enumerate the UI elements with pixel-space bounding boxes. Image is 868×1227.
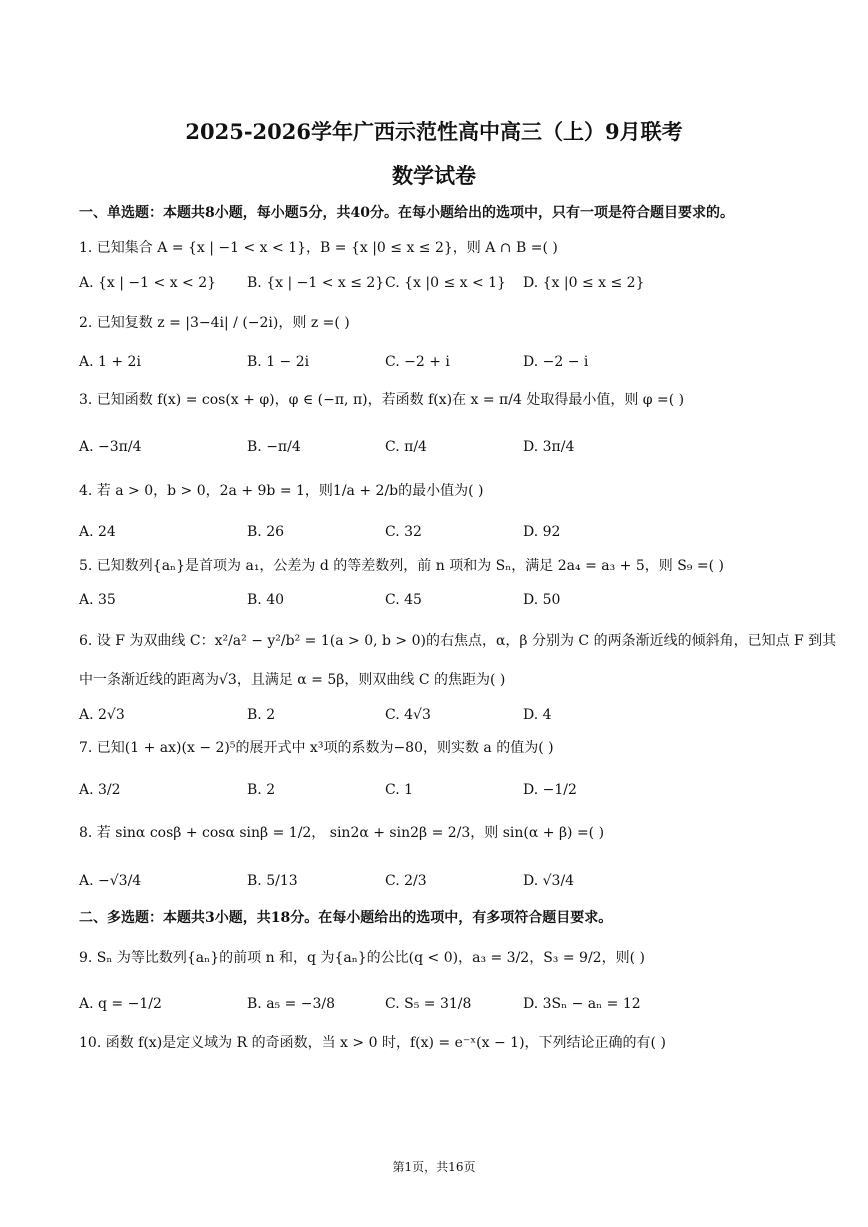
question-5-option-a: A. 35 xyxy=(79,592,116,608)
question-6-option-d: D. 4 xyxy=(523,707,552,723)
question-5-option-d: D. 50 xyxy=(523,592,561,608)
question-5-option-c: C. 45 xyxy=(385,592,422,608)
question-6-option-c: C. 4√3 xyxy=(385,707,431,723)
question-3-option-d: D. 3π/4 xyxy=(523,439,575,455)
page-title: 2025-2026学年广西示范性高中高三（上）9月联考 xyxy=(185,119,683,144)
question-8-option-d: D. √3/4 xyxy=(523,873,575,889)
question-3-option-c: C. π/4 xyxy=(385,439,427,455)
question-2-option-a: A. 1 + 2i xyxy=(79,354,141,370)
section-heading-multi: 二、多选题：本题共3小题，共18分。在每小题给出的选项中，有多项符合题目要求。 xyxy=(79,910,613,926)
question-5-option-b: B. 40 xyxy=(247,592,285,608)
question-4-option-a: A. 24 xyxy=(79,524,116,540)
question-9-option-c: C. S₅ = 31/8 xyxy=(385,996,472,1012)
question-8-option-a: A. −√3/4 xyxy=(79,873,142,889)
question-4-stem: 4. 若 a > 0，b > 0，2a + 9b = 1，则1/a + 2/b的最小值为( ) xyxy=(79,483,484,499)
question-8-option-b: B. 5/13 xyxy=(247,873,298,889)
question-7-option-a: A. 3/2 xyxy=(79,782,121,798)
question-2-option-b: B. 1 − 2i xyxy=(247,354,310,370)
question-9-option-a: A. q = −1/2 xyxy=(79,996,162,1012)
question-4-option-c: C. 32 xyxy=(385,524,422,540)
question-9-stem: 9. Sₙ 为等比数列{aₙ}的前项 n 和，q 为{aₙ}的公比(q < 0)，a₃ = 3/2，S₃ = 9/2，则( ) xyxy=(79,950,645,966)
question-3-option-b: B. −π/4 xyxy=(247,439,301,455)
question-7-option-b: B. 2 xyxy=(247,782,276,798)
question-7-stem: 7. 已知(1 + ax)(x − 2)⁵的展开式中 x³项的系数为−80，则实数 a 的值为( ) xyxy=(79,740,554,756)
question-9-option-d: D. 3Sₙ − aₙ = 12 xyxy=(523,996,641,1012)
question-4-option-b: B. 26 xyxy=(247,524,285,540)
question-1-option-d: D. {x |0 ≤ x ≤ 2} xyxy=(523,275,645,291)
question-6-option-b: B. 2 xyxy=(247,707,276,723)
question-2-option-d: D. −2 − i xyxy=(523,354,589,370)
question-7-option-d: D. −1/2 xyxy=(523,782,577,798)
question-1-option-c: C. {x |0 ≤ x < 1} xyxy=(385,275,506,291)
question-8-option-c: C. 2/3 xyxy=(385,873,427,889)
question-2-stem: 2. 已知复数 z = |3−4i| / (−2i)，则 z =( ) xyxy=(79,315,350,331)
question-6-option-a: A. 2√3 xyxy=(79,707,125,723)
question-10-stem: 10. 函数 f(x)是定义域为 R 的奇函数，当 x > 0 时，f(x) = e⁻ˣ(x − 1)，下列结论正确的有( ) xyxy=(79,1035,666,1051)
question-6-stem-line-1: 6. 设 F 为双曲线 C：x²/a² − y²/b² = 1(a > 0, b > 0)的右焦点，α，β 分别为 C 的两条渐近线的倾斜角，已知点 F 到其 xyxy=(79,633,837,649)
question-8-stem: 8. 若 sinα cosβ + cosα sinβ = 1/2， sin2α + sin2β = 2/3，则 sin(α + β) =( ) xyxy=(79,825,605,841)
question-7-option-c: C. 1 xyxy=(385,782,414,798)
question-5-stem: 5. 已知数列{aₙ}是首项为 a₁，公差为 d 的等差数列，前 n 项和为 Sₙ，满足 2a₄ = a₃ + 5，则 S₉ =( ) xyxy=(79,558,724,574)
question-1-stem: 1. 已知集合 A = {x | −1 < x < 1}，B = {x |0 ≤ x ≤ 2}，则 A ∩ B =( ) xyxy=(79,240,558,256)
question-1-option-b: B. {x | −1 < x ≤ 2} xyxy=(247,275,385,291)
question-1-option-a: A. {x | −1 < x < 2} xyxy=(79,275,217,291)
question-3-option-a: A. −3π/4 xyxy=(79,439,142,455)
question-2-option-c: C. −2 + i xyxy=(385,354,450,370)
question-9-option-b: B. a₅ = −3/8 xyxy=(247,996,336,1012)
question-4-option-d: D. 92 xyxy=(523,524,561,540)
page-number: 第1页，共16页 xyxy=(392,1160,476,1174)
section-heading-single: 一、单选题：本题共8小题，每小题5分，共40分。在每小题给出的选项中，只有一项是符合题目要求的。 xyxy=(79,205,734,221)
question-3-stem: 3. 已知函数 f(x) = cos(x + φ)，φ ∈ (−π, π)，若函数 f(x)在 x = π/4 处取得最小值，则 φ =( ) xyxy=(79,392,685,408)
question-6-stem-line-2: 中一条渐近线的距离为√3，且满足 α = 5β，则双曲线 C 的焦距为( ) xyxy=(79,672,506,688)
page-subtitle: 数学试卷 xyxy=(392,163,476,188)
